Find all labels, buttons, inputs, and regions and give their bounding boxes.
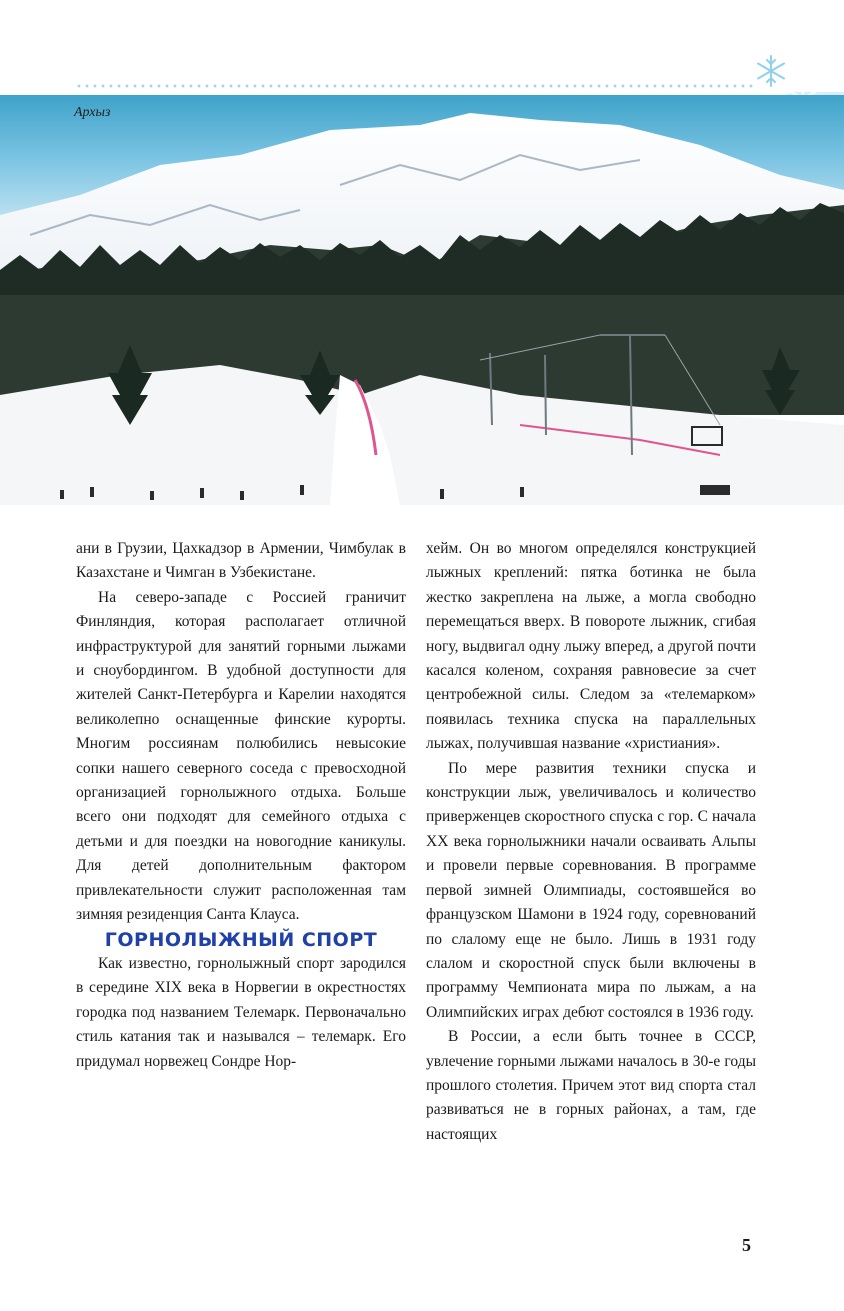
paragraph: Как известно, горнолыжный спорт зародился в середине XIX века в Норвегии в окрестностях городка под названием Телемарк. Первоначально стиль катания так и назывался – телемарк. Его придумал норвежец Сондре Нор- bbox=[76, 954, 406, 1070]
paragraph: По мере развития техники спуска и конструкции лыж, увеличивалось и количество приверженцев скоростного спуска с гор. С начала XX века горнолыжники начали осваивать Альпы и провели первые соревнования. В программе первой зимней Олимпиады, состоявшейся во французском Шамони в 1924 году, соревнований по слалому еще не было. Лишь в 1931 году слалом и скоростной спуск были включены в программу Чемпионата мира по лыжам, а на Олимпийских играх дебют состоялся в 1936 году. bbox=[426, 759, 756, 1021]
resort-photo bbox=[0, 95, 844, 505]
section-heading: ГОРНОЛЫЖНЫЙ СПОРТ bbox=[104, 928, 378, 951]
right-column bbox=[426, 537, 756, 1147]
dotted-rule bbox=[75, 84, 755, 88]
paragraph: В России, а если быть точнее в СССР, увлечение горными лыжами началось в 30-е годы прошлого столетия. Причем этот вид спорта стал развиваться не в горных районах, а там, где настоящих bbox=[426, 1028, 756, 1143]
paragraph: На северо-западе с Россией граничит Финляндия, которая располагает отличной инфраструктурой для занятий горными лыжами и сноубордингом. В удобной доступности для жителей Санкт-Петербурга и Карелии находятся великолепно оснащенные финские курорты. Многим россиянам полюбились невысокие сопки нашего северного соседа с превосходной организацией горнолыжного отдыха. Больше всего они подходят для семейного отдыха с детьми и для поездки на новогодние каникулы. Для детей дополнительным фактором привлекательности служит расположенная там зимняя резиденция Санта Клауса. bbox=[76, 588, 406, 924]
left-column bbox=[76, 537, 406, 1074]
page-number: 5 bbox=[742, 1235, 751, 1255]
paragraph: ани в Грузии, Цахкадзор в Армении, Чимбулак в Казахстане и Чимган в Узбекистане. bbox=[76, 540, 406, 582]
photo-caption: Архыз bbox=[74, 105, 111, 120]
paragraph: хейм. Он во многом определялся конструкцией лыжных креплений: пятка ботинка не была жестко закреплена на лыже, а могла свободно перемещаться вверх. В повороте лыжник, сгибая ногу, выдвигал одну лыжу вперед, а другой почти касался коленом, сохраняя равновесие за счет центробежной силы. Следом за «телемарком» появилась техника спуска на параллельных лыжах, получившая название «христиания». bbox=[426, 540, 756, 753]
mountain-landscape bbox=[0, 95, 844, 505]
